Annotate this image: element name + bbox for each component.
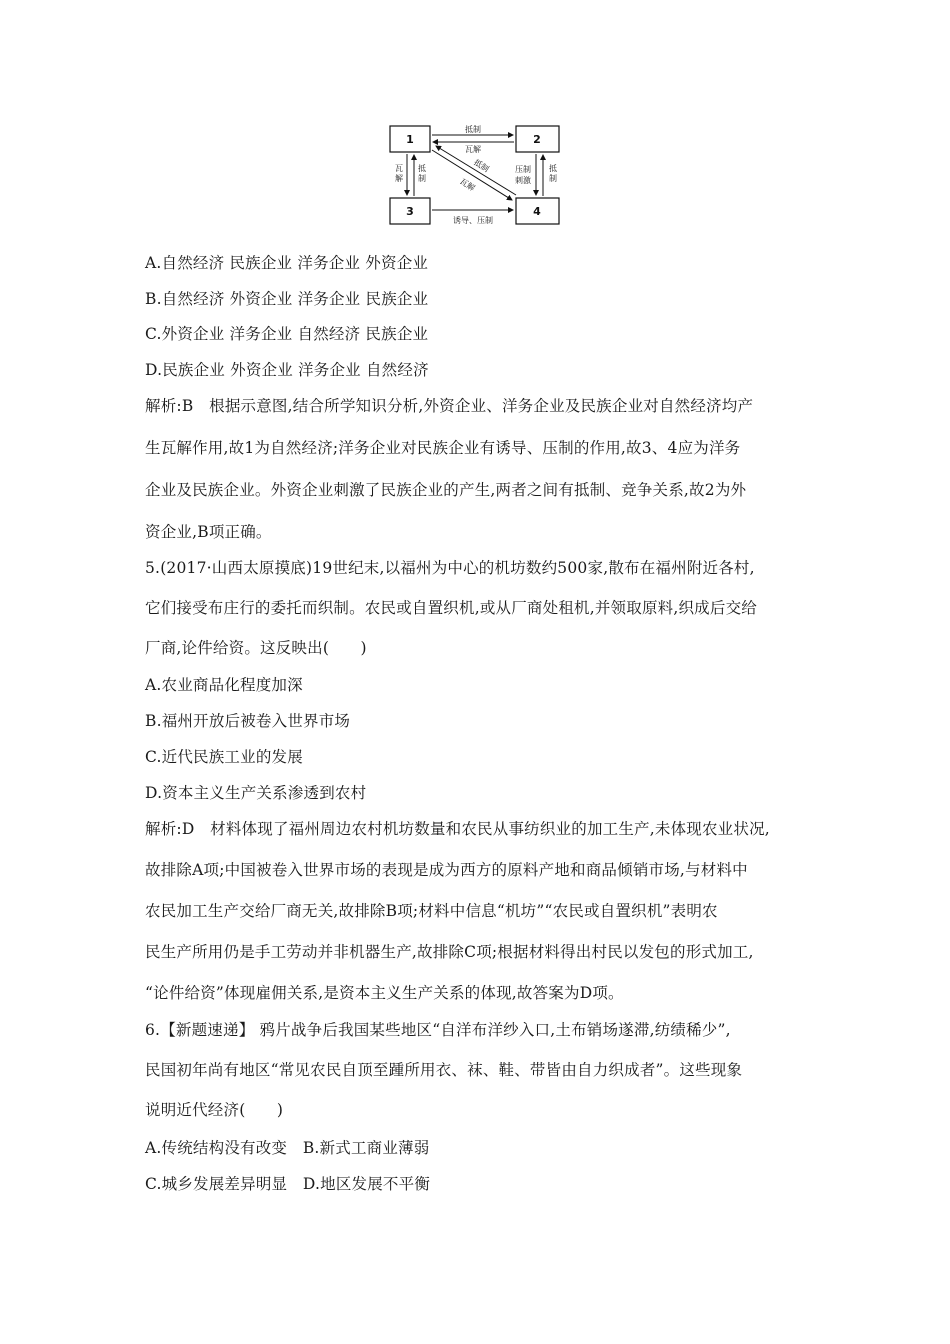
q5-stem-line: 5.(2017·山西太原摸底)19世纪末,以福州为中心的机坊数约500家,散布在福州附近各村, (145, 559, 755, 577)
diagram-box-1-label: 1 (406, 133, 414, 146)
q4-option-d: D.民族企业 外资企业 洋务企业 自然经济 (145, 361, 429, 379)
q6-options-line: A.传统结构没有改变 B.新式工商业薄弱 (145, 1139, 430, 1157)
label-left-b: 解 (395, 174, 403, 183)
label-bottom: 诱导、压制 (453, 216, 493, 225)
relationship-diagram (388, 124, 563, 228)
q4-option-a: A.自然经济 民族企业 洋务企业 外资企业 (145, 254, 429, 272)
label-right-a: 压制 (515, 165, 531, 174)
diagram-svg (388, 124, 563, 228)
q4-analysis-line: 企业及民族企业。外资企业刺激了民族企业的产生,两者之间有抵制、竞争关系,故2为外 (145, 481, 747, 499)
q5-analysis-line: 解析:D 材料体现了福州周边农村机坊数量和农民从事纺织业的加工生产,未体现农业状况, (145, 820, 770, 838)
q5-option-c: C.近代民族工业的发展 (145, 748, 303, 766)
q5-analysis-line: 民生产所用仍是手工劳动并非机器生产,故排除C项;根据材料得出村民以发包的形式加工, (145, 943, 754, 961)
q5-analysis-line: 农民加工生产交给厂商无关,故排除B项;材料中信息“机坊”“农民或自置织机”表明农 (145, 902, 718, 920)
label-top-left: 瓦解 (465, 145, 481, 154)
q6-options-line: C.城乡发展差异明显 D.地区发展不平衡 (145, 1175, 431, 1193)
q4-option-c: C.外资企业 洋务企业 自然经济 民族企业 (145, 325, 429, 343)
q5-stem-line: 它们接受布庄行的委托而织制。农民或自置织机,或从厂商处租机,并领取原料,织成后交给 (145, 599, 757, 617)
label-right-b: 刺激 (515, 176, 531, 185)
q5-stem-line: 厂商,论件给资。这反映出( ) (145, 639, 367, 657)
diagram-box-3-label: 3 (406, 205, 414, 218)
q6-stem-line: 6.【新题速递】 鸦片战争后我国某些地区“自洋布洋纱入口,土布销场遂滞,纺绩稀少”, (145, 1021, 731, 1039)
label-left-a: 瓦 (395, 164, 403, 173)
q4-analysis-line: 解析:B 根据示意图,结合所学知识分析,外资企业、洋务企业及民族企业对自然经济均产 (145, 397, 754, 415)
label-right-c: 抵 (549, 164, 557, 173)
q6-stem-line: 说明近代经济( ) (145, 1101, 284, 1119)
q5-analysis-line: 故排除A项;中国被卷入世界市场的表现是成为西方的原料产地和商品倾销市场,与材料中 (145, 861, 748, 879)
label-top-right: 抵制 (465, 125, 481, 134)
q4-analysis-line: 生瓦解作用,故1为自然经济;洋务企业对民族企业有诱导、压制的作用,故3、4应为洋务 (145, 439, 741, 457)
q4-option-b: B.自然经济 外资企业 洋务企业 民族企业 (145, 290, 429, 308)
label-diag-a: 抵制 (472, 157, 491, 174)
q4-analysis-line: 资企业,B项正确。 (145, 523, 272, 541)
diagram-box-2-label: 2 (533, 133, 541, 146)
q6-stem-line: 民国初年尚有地区“常见农民自顶至踵所用衣、袜、鞋、带皆由自力织成者”。这些现象 (145, 1061, 743, 1079)
label-left-c: 抵 (418, 164, 426, 173)
label-left-d: 制 (418, 174, 426, 183)
q5-option-d: D.资本主义生产关系渗透到农村 (145, 784, 367, 802)
diagram-box-4-label: 4 (533, 205, 541, 218)
label-right-d: 制 (549, 174, 557, 183)
q5-option-a: A.农业商品化程度加深 (145, 676, 303, 694)
arrow-1-to-4 (432, 150, 512, 200)
label-diag-b: 瓦解 (458, 176, 477, 193)
q5-analysis-line: “论件给资”体现雇佣关系,是资本主义生产关系的体现,故答案为D项。 (145, 984, 624, 1002)
q5-option-b: B.福州开放后被卷入世界市场 (145, 712, 351, 730)
